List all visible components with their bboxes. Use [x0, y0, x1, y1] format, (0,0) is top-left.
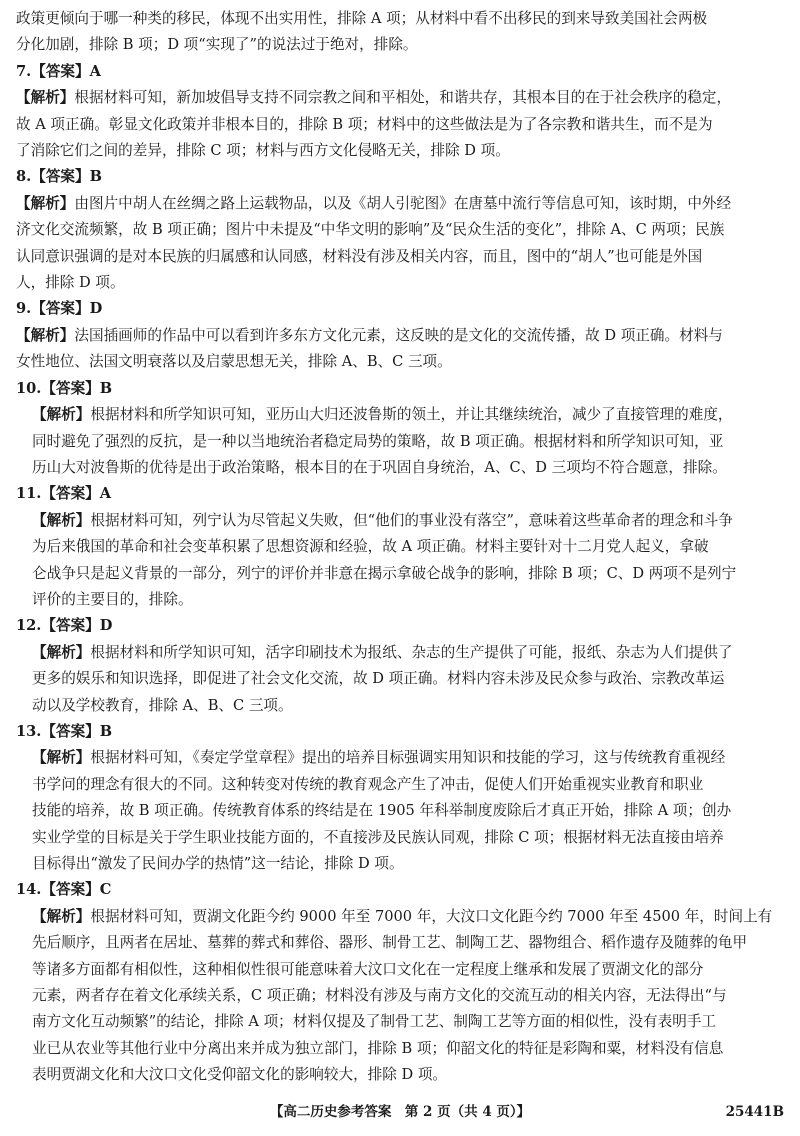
analysis-line: 济文化交流频繁，故 B 项正确；图片中未提及“中华文明的影响”及“民众生活的变化”，排除 A、C 两项；民族	[16, 221, 725, 239]
analysis-text: 由图片中胡人在丝绸之路上运载物品，以及《胡人引驼图》在唐墓中流行等信息可知，该时期，中外经	[74, 194, 732, 212]
question-12	[16, 613, 784, 719]
analysis-line: 认同意识强调的是对本民族的归属感和认同感，材料没有涉及相关内容，而且，图中的“胡人”也可能是外国	[16, 247, 703, 265]
analysis-label: 【解析】	[32, 907, 91, 925]
answer-heading: 8.【答案】B	[16, 168, 102, 186]
paragraph-line: 分化加剧，排除 B 项；D 项“实现了”的说法过于绝对，排除。	[16, 36, 418, 54]
analysis-label: 【解析】	[16, 326, 75, 344]
footer-doc-code: 25441B	[725, 1104, 784, 1120]
paragraph-line: 政策更倾向于哪一种类的移民，体现不出实用性，排除 A 项；从材料中看不出移民的到来导致美国社会两极	[16, 10, 708, 27]
answer-heading: 12.【答案】D	[16, 617, 113, 635]
analysis-text: 法国插画师的作品中可以看到许多东方文化元素，这反映的是文化的交流传播，故 D 项正确。材料与	[74, 326, 723, 344]
analysis-label: 【解析】	[16, 89, 75, 107]
question-14	[16, 877, 784, 1088]
analysis-line: 同时避免了强烈的反抗，是一种以当地统治者稳定局势的策略，故 B 项正确。根据材料和所学知识可知，亚	[32, 432, 724, 450]
analysis-line: 南方文化互动频繁”的结论，排除 A 项；材料仅提及了制骨工艺、制陶工艺等方面的相似性，没有表明手工	[32, 1013, 717, 1031]
analysis-line: 元素，两者存在着文化承续关系，C 项正确；材料没有涉及与南方文化的交流互动的相关内容，无法得出“与	[32, 987, 727, 1005]
question-7	[16, 59, 784, 165]
analysis-line: 技能的培养，故 B 项正确。传统教育体系的终结是在 1905 年科举制度废除后才真正开始，排除 A 项；创办	[32, 802, 732, 820]
analysis-text: 根据材料可知，贾湖文化距今约 9000 年至 7000 年，大汶口文化距今约 7000 年至 4500 年，时间上有	[90, 907, 773, 925]
analysis-label: 【解析】	[32, 406, 91, 424]
analysis-text: 根据材料和所学知识可知，亚历山大归还波鲁斯的领土，并让其继续统治，减少了直接管理的难度，	[90, 406, 733, 424]
analysis-line: 书学问的理念有很大的不同。这种转变对传统的教育观念产生了冲击，促使人们开始重视实业教育和职业	[32, 775, 704, 793]
analysis-line: 历山大对波鲁斯的优待是出于政治策略，根本目的在于巩固自身统治，A、C、D 三项均不符合题意，排除。	[32, 458, 727, 476]
question-8	[16, 164, 784, 296]
analysis-line: 等诸多方面都有相似性，这种相似性很可能意味着大汶口文化在一定程度上继承和发展了贾湖文化的部分	[32, 960, 704, 978]
answer-heading: 14.【答案】C	[16, 881, 112, 899]
question-9	[16, 296, 784, 375]
analysis-line: 了消除它们之间的差异，排除 C 项；材料与西方文化侵略无关，排除 D 项。	[16, 142, 510, 160]
analysis-line: 故 A 项正确。彰显文化政策并非根本目的，排除 B 项；材料中的这些做法是为了各宗教和谐共生，而不是为	[16, 115, 713, 133]
page-content	[16, 6, 784, 1089]
analysis-text: 根据材料和所学知识可知，活字印刷技术为报纸、杂志的生产提供了可能，报纸、杂志为人们提供了	[90, 643, 733, 661]
analysis-line: 女性地位、法国文明衰落以及启蒙思想无关，排除 A、B、C 三项。	[16, 353, 452, 371]
analysis-line: 业已从农业等其他行业中分离出来并成为独立部门，排除 B 项；仰韶文化的特征是彩陶和粟，材料没有信息	[32, 1039, 724, 1057]
analysis-line: 仑战争只是起义背景的一部分，列宁的评价并非意在揭示拿破仑战争的影响，排除 B 项；C、D 两项不是列宁	[32, 564, 737, 582]
answer-heading: 10.【答案】B	[16, 379, 113, 397]
analysis-line: 人，排除 D 项。	[16, 274, 125, 292]
intro-block	[16, 6, 784, 59]
analysis-line: 表明贾湖文化和大汶口文化受仰韶文化的影响较大，排除 D 项。	[32, 1066, 448, 1084]
question-10	[16, 376, 784, 482]
analysis-line: 评价的主要目的，排除。	[32, 590, 193, 608]
analysis-label: 【解析】	[32, 749, 91, 767]
analysis-line: 目标得出“激发了民间办学的热情”这一结论，排除 D 项。	[32, 855, 404, 872]
analysis-line: 动以及学校教育，排除 A、B、C 三项。	[32, 696, 293, 714]
analysis-text: 根据材料可知，《奏定学堂章程》提出的培养目标强调实用知识和技能的学习，这与传统教育重视经	[90, 749, 726, 767]
answer-heading: 9.【答案】D	[16, 300, 103, 318]
analysis-line: 先后顺序，且两者在居址、墓葬的葬式和葬俗、器形、制骨工艺、制陶工艺、器物组合、稻作遗存及随葬的龟甲	[32, 934, 748, 952]
footer-page-info: 【高二历史参考答案 第 2 页（共 4 页）】	[269, 1104, 531, 1120]
answer-heading: 11.【答案】A	[16, 485, 112, 503]
analysis-line: 更多的娱乐和知识选择，即促进了社会文化交流，故 D 项正确。材料内容未涉及民众参与政治、宗教改革运	[32, 670, 725, 688]
page-footer	[0, 1100, 800, 1124]
analysis-text: 根据材料可知，新加坡倡导支持不同宗教之间和平相处，和谐共存，其根本目的在于社会秩序的稳定，	[74, 89, 732, 107]
analysis-line: 为后来俄国的革命和社会变革积累了思想资源和经验，故 A 项正确。材料主要针对十二月党人起义，拿破	[32, 538, 709, 556]
analysis-line: 实业学堂的目标是关于学生职业技能方面的，不直接涉及民族认同观，排除 C 项；根据材料无法直接由培养	[32, 828, 724, 846]
analysis-label: 【解析】	[32, 643, 91, 661]
analysis-label: 【解析】	[32, 511, 91, 529]
question-11	[16, 481, 784, 613]
analysis-text: 根据材料可知，列宁认为尽管起义失败，但“他们的事业没有落空”，意味着这些革命者的理念和斗争	[90, 511, 733, 529]
answer-heading: 13.【答案】B	[16, 722, 113, 740]
answer-heading: 7.【答案】A	[16, 62, 101, 80]
question-13	[16, 719, 784, 877]
analysis-label: 【解析】	[16, 194, 75, 212]
